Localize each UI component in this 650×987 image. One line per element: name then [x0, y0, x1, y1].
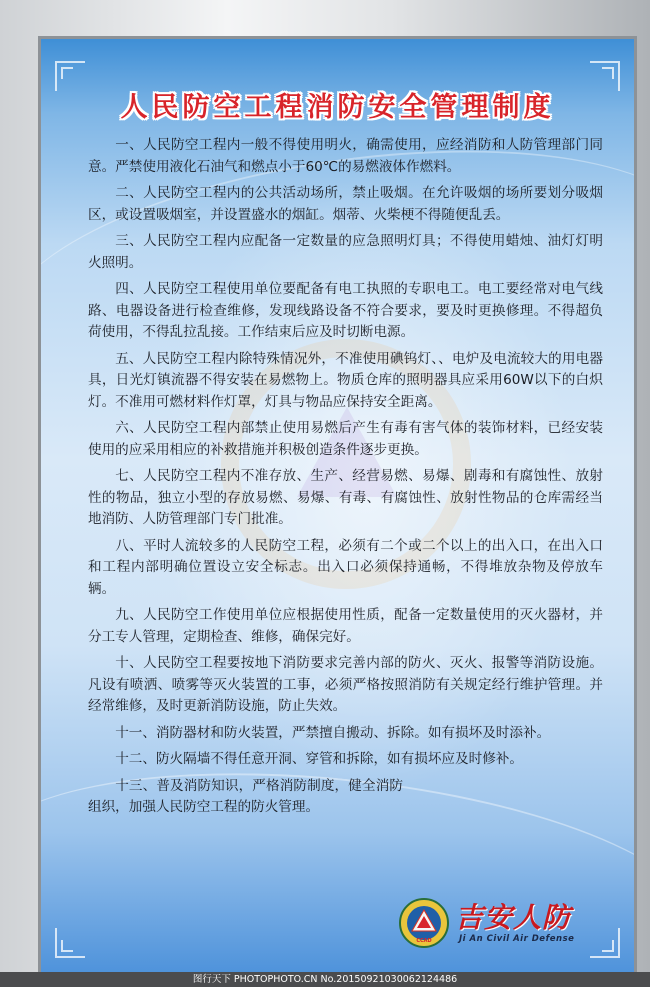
regulation-item-5: 五、人民防空工程内除特殊情况外，不准使用碘钨灯、、电炉及电流较大的用电器具，日光灯镇流器不得安装在易燃物上。物质仓库的照明器具应采用60W以下的白炽灯。不准用可燃材料作灯罩，灯具与物品应保持安全距离。	[88, 350, 603, 410]
regulation-item-10: 十、人民防空工程要按地下消防要求完善内部的防火、灭火、报警等消防设施。凡设有喷洒、喷雾等灭火装置的工事，必须严格按照消防有关规定经行维护管理。并经常维修，及时更新消防设施，防止失效。	[88, 655, 603, 714]
regulation-item-6: 六、人民防空工程内部禁止使用易燃后产生有毒有害气体的装饰材料，已经安装使用的应采用相应的补救措施并积极创造条件逐步更换。	[88, 420, 603, 458]
regulation-item-1: 一、人民防空工程内一般不得使用明火，确需使用，应经消防和人防管理部门同意。严禁使用液化石油气和燃点小于60℃的易燃液体作燃料。	[88, 137, 603, 175]
regulation-item-4: 四、人民防空工程使用单位要配备有电工执照的专职电工。电工要经常对电气线路、电器设备进行检查维修，发现线路设备不符合要求，要及时更换修理。不得超负荷使用，不得乱拉乱接。工作结束后应及时切断电源。	[88, 281, 603, 340]
brand-name-english: Ji An Civil Air Defense	[459, 934, 575, 944]
organization-logo	[399, 896, 599, 952]
brand-name: 吉安人防	[455, 901, 572, 934]
civil-defense-emblem-icon	[399, 898, 449, 948]
watermark-footer: 图行天下 PHOTOPHOTO.CN No.20150921030062124486	[0, 972, 650, 987]
regulation-item-8: 八、平时人流较多的人民防空工程，必须有二个或二个以上的出入口，在出入口和工程内部明确位置设立安全标志。出入口必须保持通畅，不得堆放杂物及停放车辆。	[88, 537, 603, 597]
regulation-text	[88, 135, 603, 824]
corner-ornament-bottom-left	[55, 928, 85, 958]
emblem-text: CCAD	[416, 938, 432, 944]
regulation-item-13: 十三、普及消防知识，严格消防制度，健全消防组织，加强人民防空工程的防火管理。	[88, 777, 403, 815]
notice-board	[41, 39, 634, 972]
page-title: 人民防空工程消防安全管理制度	[120, 92, 555, 123]
regulation-item-3: 三、人民防空工程内应配备一定数量的应急照明灯具；不得使用蜡烛、油灯灯明火照明。	[88, 233, 603, 271]
regulation-item-9: 九、人民防空工作使用单位应根据使用性质，配备一定数量使用的灭火器材，并分工专人管理，定期检查、维修，确保完好。	[88, 607, 603, 645]
regulation-item-2: 二、人民防空工程内的公共活动场所，禁止吸烟。在允许吸烟的场所要划分吸烟区，或设置吸烟室，并设置盛水的烟缸。烟蒂、火柴梗不得随便乱丢。	[88, 185, 603, 223]
regulation-item-7: 七、人民防空工程内不准存放、生产、经营易燃、易爆、剧毒和有腐蚀性、放射性的物品，独立小型的存放易燃、易爆、有毒、有腐蚀性、放射性物品的仓库需经当地消防、人防管理部门专门批准。	[88, 468, 603, 527]
regulation-item-11: 十一、消防器材和防火装置，严禁擅自搬动、拆除。如有损坏及时添补。	[115, 724, 551, 741]
regulation-item-12: 十二、防火隔墙不得任意开洞、穿管和拆除，如有损坏应及时修补。	[115, 751, 523, 767]
